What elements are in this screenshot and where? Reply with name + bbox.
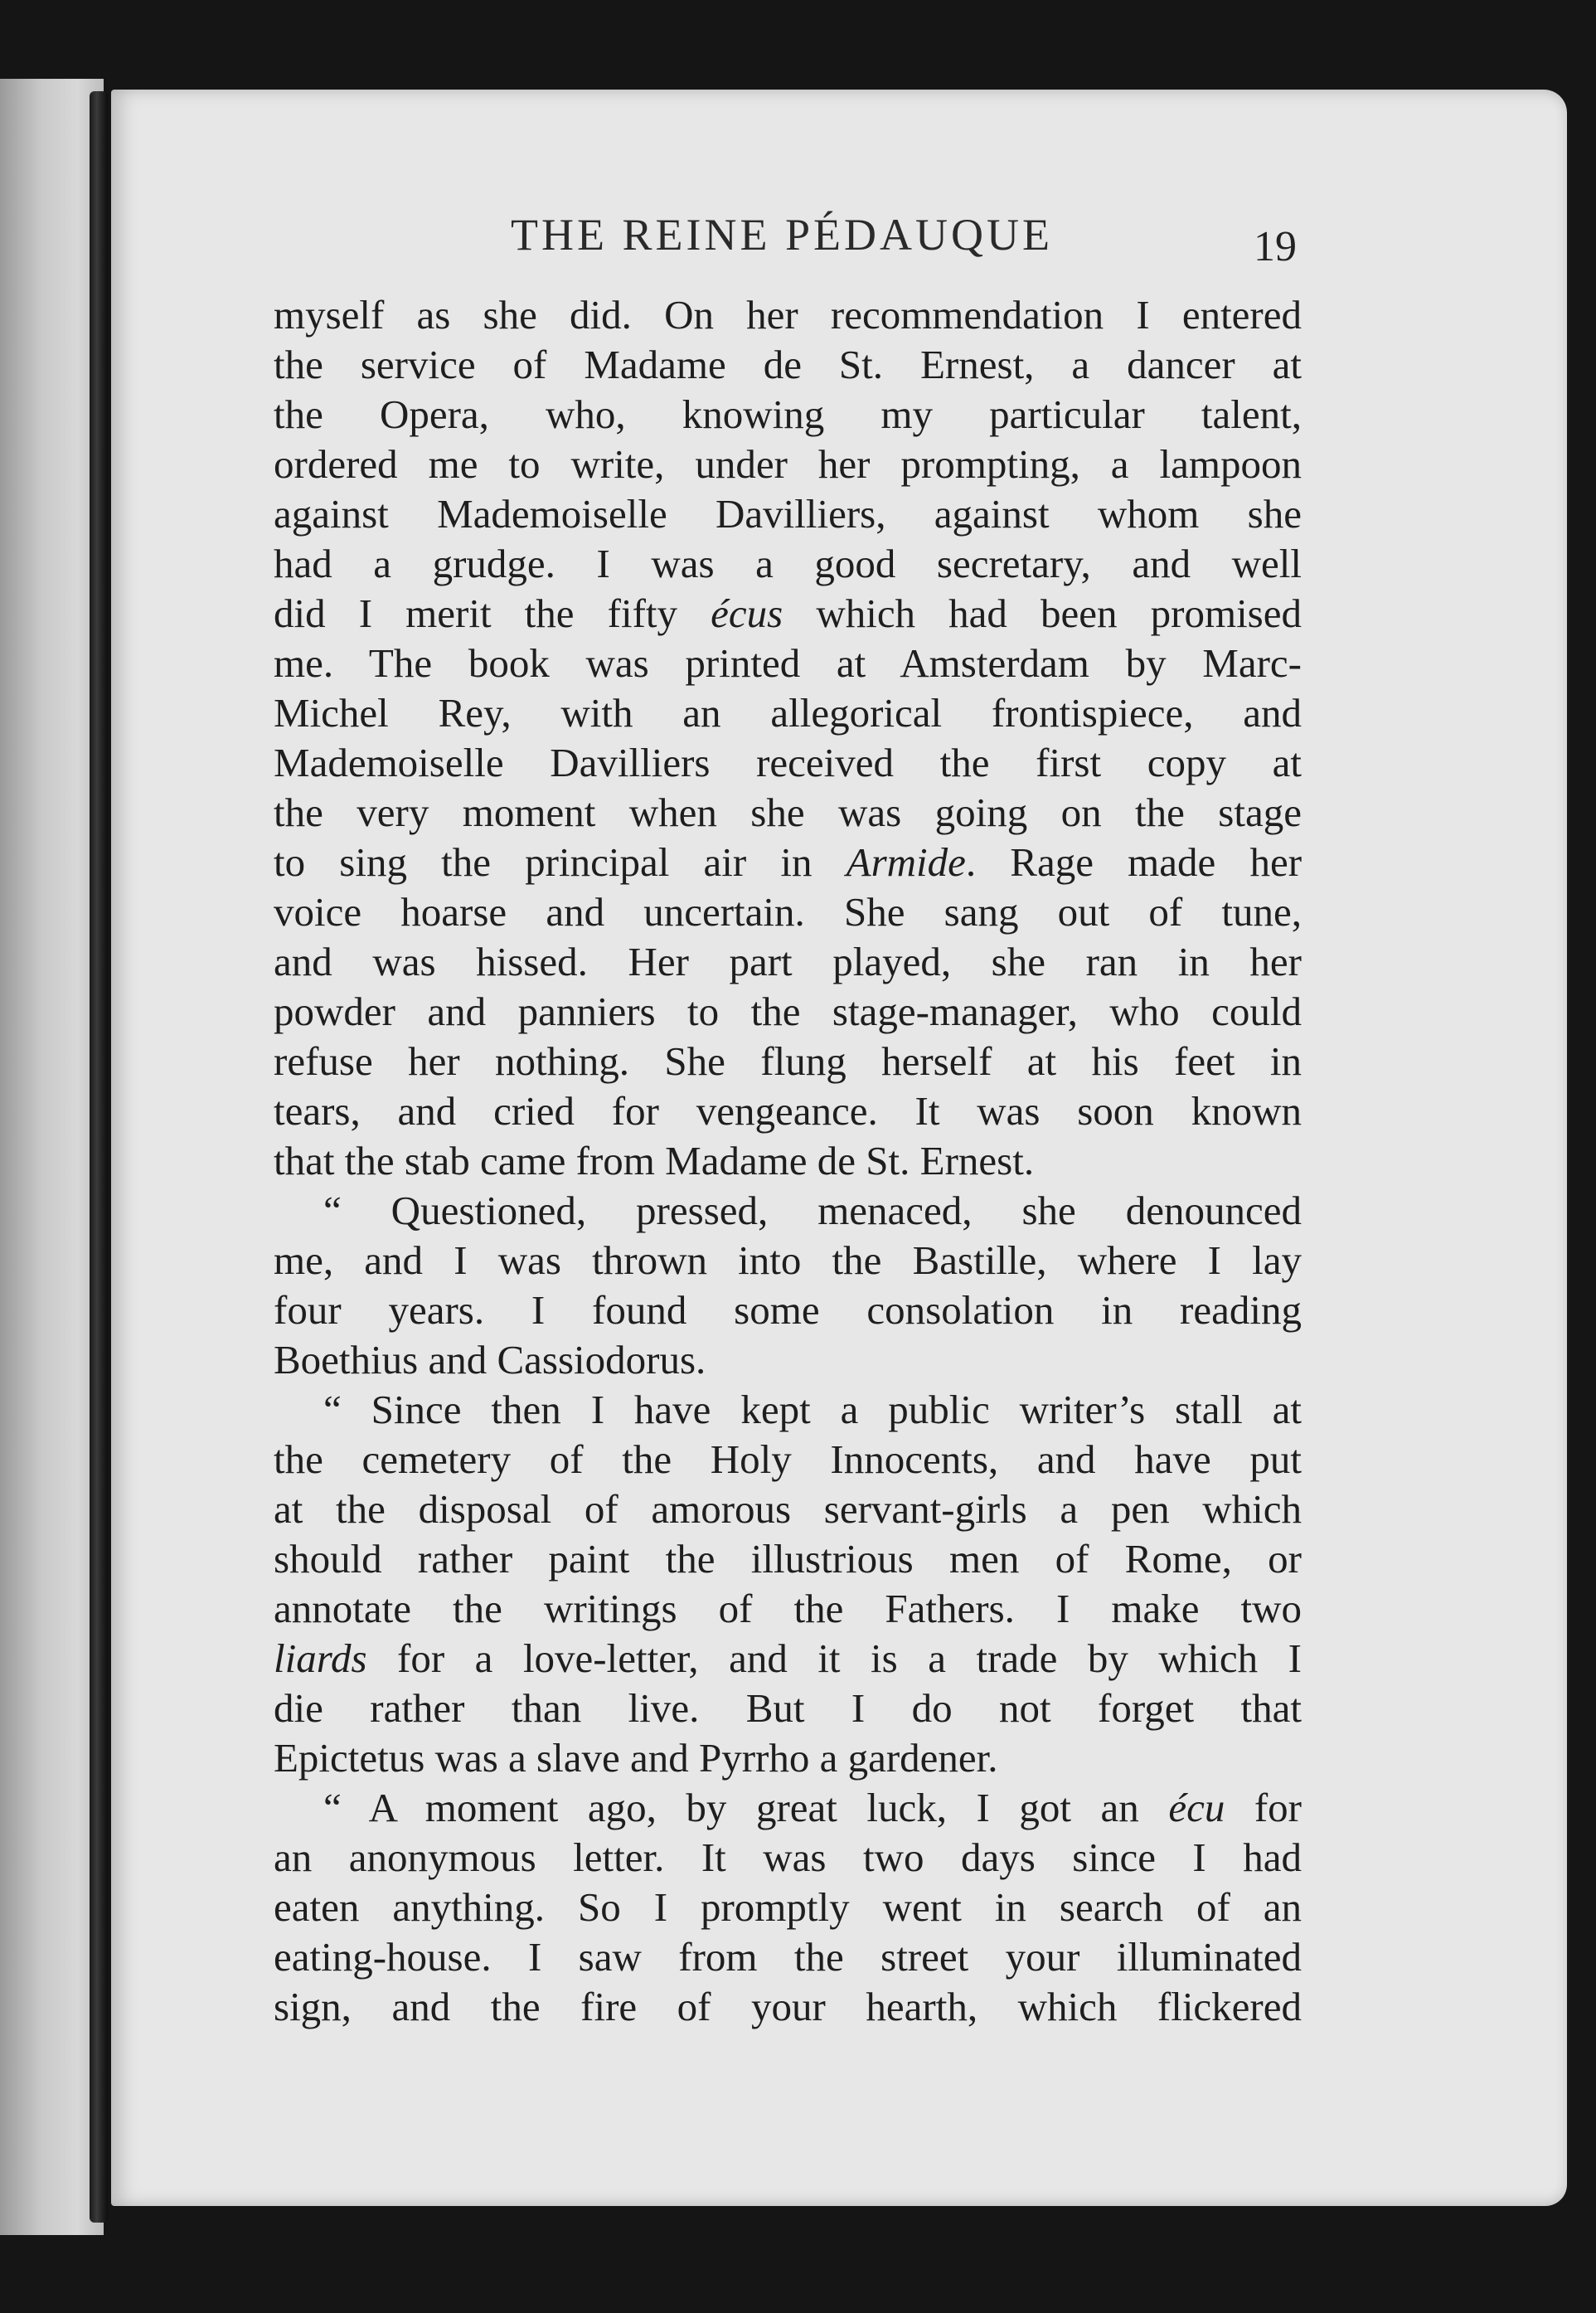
italic-word: écu [1168, 1785, 1225, 1830]
text-run: four years. I found some consolation in reading [274, 1287, 1302, 1333]
text-run: annotate the writings of the Fathers. I make two [274, 1586, 1302, 1631]
text-run: voice hoarse and uncertain. She sang out of tune, [274, 889, 1302, 935]
text-line [274, 1634, 1302, 1684]
text-run: Mademoiselle Davilliers received the first copy at [274, 740, 1302, 785]
text-line [274, 1037, 1302, 1086]
text-run: that the stab came from Madame de St. Ernest. [274, 1138, 1035, 1183]
book-gutter [90, 91, 108, 2223]
running-title: THE REINE PÉDAUQUE [511, 210, 1053, 260]
text-run: sign, and the fire of your hearth, which flickered [274, 1984, 1302, 2029]
text-line [274, 838, 1302, 887]
text-run: the very moment when she was going on the stage [274, 790, 1302, 835]
text-run: “ Questioned, pressed, menaced, she denounced [323, 1188, 1302, 1233]
text-run: die rather than live. But I do not forget that [274, 1685, 1302, 1731]
text-line [274, 340, 1302, 390]
text-line [274, 1783, 1302, 1833]
text-line [274, 390, 1302, 440]
text-line [274, 738, 1302, 788]
text-line [274, 1883, 1302, 1932]
text-run: the cemetery of the Holy Innocents, and have put [274, 1436, 1302, 1482]
text-run: me. The book was printed at Amsterdam by Marc- [274, 640, 1302, 686]
text-run: for a love-letter, and it is a trade by which I [366, 1635, 1302, 1681]
text-line [274, 1086, 1302, 1136]
text-line [274, 1435, 1302, 1484]
text-run: myself as she did. On her recommendation I entered [274, 292, 1302, 338]
text-run: for [1225, 1785, 1302, 1830]
text-run: at the disposal of amorous servant-girls a pen which [274, 1486, 1302, 1532]
text-line [274, 1982, 1302, 2032]
text-line [274, 987, 1302, 1037]
text-run: Michel Rey, with an allegorical frontispiece, and [274, 690, 1302, 736]
text-run: Boethius and Cassiodorus. [274, 1337, 706, 1382]
text-line [274, 290, 1302, 340]
text-run: had a grudge. I was a good secretary, and well [274, 541, 1302, 586]
text-line [274, 1584, 1302, 1634]
text-line [274, 1833, 1302, 1883]
text-line [274, 1484, 1302, 1534]
text-run: me, and I was thrown into the Bastille, where I lay [274, 1237, 1302, 1283]
text-line [274, 1186, 1302, 1236]
text-run: the service of Madame de St. Ernest, a dancer at [274, 342, 1302, 387]
text-line [274, 887, 1302, 937]
text-line [274, 937, 1302, 987]
text-run: . Rage made her [965, 839, 1303, 885]
text-line [274, 489, 1302, 539]
text-run: eating-house. I saw from the street your illuminated [274, 1934, 1302, 1980]
text-run: should rather paint the illustrious men of Rome, or [274, 1536, 1302, 1582]
facing-page-edge [0, 79, 104, 2235]
italic-word: écus [711, 590, 783, 636]
text-line [274, 1684, 1302, 1733]
text-run: tears, and cried for vengeance. It was soon known [274, 1088, 1302, 1134]
text-line [274, 1932, 1302, 1982]
text-run: an anonymous letter. It was two days since I had [274, 1834, 1302, 1880]
text-run: to sing the principal air in [274, 839, 847, 885]
text-run: eaten anything. So I promptly went in search of an [274, 1884, 1302, 1930]
text-line [274, 1335, 1302, 1385]
text-run: powder and panniers to the stage-manager, who could [274, 989, 1302, 1034]
text-run: and was hissed. Her part played, she ran in her [274, 939, 1302, 984]
text-line [274, 1136, 1302, 1186]
text-line [274, 1534, 1302, 1584]
text-run: ordered me to write, under her prompting, a lampoon [274, 441, 1302, 487]
text-line [274, 1385, 1302, 1435]
italic-word: liards [274, 1635, 367, 1681]
text-run: Epictetus was a slave and Pyrrho a gardener. [274, 1735, 998, 1781]
text-line [274, 589, 1302, 639]
text-line [274, 639, 1302, 688]
text-run: “ Since then I have kept a public writer’s stall at [323, 1387, 1302, 1432]
page-number: 19 [1254, 223, 1297, 270]
text-run: against Mademoiselle Davilliers, against whom she [274, 491, 1302, 537]
text-line [274, 1733, 1302, 1783]
text-line [274, 539, 1302, 589]
text-line [274, 1236, 1302, 1285]
text-run: did I merit the fifty [274, 590, 711, 636]
text-run: which had been promised [783, 590, 1302, 636]
text-run: the Opera, who, knowing my particular talent, [274, 391, 1302, 437]
italic-word: Armide [846, 839, 966, 885]
text-line [274, 688, 1302, 738]
text-line [274, 440, 1302, 489]
text-line [274, 788, 1302, 838]
body-text [274, 290, 1302, 2032]
text-run: “ A moment ago, by great luck, I got an [323, 1785, 1169, 1830]
text-run: refuse her nothing. She flung herself at his feet in [274, 1038, 1302, 1084]
text-line [274, 1285, 1302, 1335]
